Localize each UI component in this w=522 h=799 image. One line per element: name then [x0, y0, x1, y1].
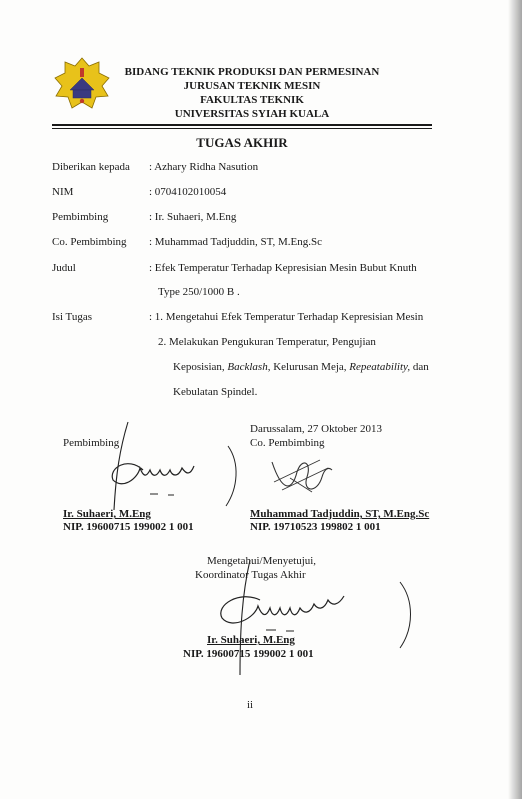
koordinator-role: Koordinator Tugas Akhir	[195, 569, 306, 581]
pembimbing-name: Ir. Suhaeri, M.Eng	[63, 508, 151, 520]
label-copembimbing: Co. Pembimbing	[52, 236, 127, 248]
value-pembimbing: : Ir. Suhaeri, M.Eng	[149, 211, 237, 223]
pembimbing-signature	[68, 418, 248, 518]
mengetahui-text: Mengetahui/Menyetujui,	[207, 555, 317, 567]
header-line-1: BIDANG TEKNIK PRODUKSI DAN PERMESINAN	[124, 66, 380, 78]
isi-item-2: 2. Melakukan Pengukuran Temperatur, Pengujian	[158, 336, 376, 348]
isi-item-2-text-e: dan	[410, 361, 429, 373]
co-pembimbing-role: Co. Pembimbing	[250, 437, 325, 449]
koordinator-nip: NIP. 19600715 199002 1 001	[183, 648, 314, 660]
header-line-4: UNIVERSITAS SYIAH KUALA	[174, 108, 330, 120]
isi-item-2-backlash: Backlash	[227, 361, 268, 373]
page-number: ii	[247, 699, 254, 711]
header-rule-thin	[52, 128, 432, 129]
header-rule-thick	[52, 124, 432, 126]
value-diberikan: : Azhary Ridha Nasution	[149, 161, 259, 173]
document-title: TUGAS AKHIR	[196, 135, 288, 150]
place-date: Darussalam, 27 Oktober 2013	[250, 423, 382, 435]
header-line-3: FAKULTAS TEKNIK	[200, 94, 304, 106]
label-nim: NIM	[52, 186, 74, 198]
koordinator-signature	[200, 560, 430, 680]
university-logo	[52, 54, 112, 114]
isi-item-2-repeatability: Repeatability,	[349, 361, 411, 373]
value-judul-line-2: Type 250/1000 B .	[158, 286, 240, 298]
label-pembimbing: Pembimbing	[52, 211, 109, 223]
koordinator-name: Ir. Suhaeri, M.Eng	[207, 634, 295, 646]
isi-item-2-line-2	[173, 361, 429, 373]
value-judul-line-1: : Efek Temperatur Terhadap Kepresisian Mesin Bubut Knuth	[149, 262, 417, 274]
value-copembimbing: : Muhammad Tadjuddin, ST, M.Eng.Sc	[149, 236, 322, 248]
value-nim: : 0704102010054	[149, 186, 227, 198]
isi-item-1: : 1. Mengetahui Efek Temperatur Terhadap Kepresisian Mesin	[149, 311, 424, 323]
co-pembimbing-signature	[262, 452, 342, 502]
isi-item-2-text-a: Keposisian,	[173, 361, 228, 373]
pembimbing-nip: NIP. 19600715 199002 1 001	[63, 521, 194, 533]
pembimbing-role: Pembimbing	[63, 437, 120, 449]
label-diberikan: Diberikan kepada	[52, 161, 130, 173]
co-pembimbing-nip: NIP. 19710523 199802 1 001	[250, 521, 381, 533]
isi-item-2-text-c: , Kelurusan Meja,	[267, 361, 350, 373]
isi-item-2-line-3: Kebulatan Spindel.	[173, 386, 258, 398]
label-isi-tugas: Isi Tugas	[52, 311, 93, 323]
scan-edge-shadow	[508, 0, 522, 799]
co-pembimbing-name: Muhammad Tadjuddin, ST, M.Eng.Sc	[250, 508, 430, 520]
header-line-2: JURUSAN TEKNIK MESIN	[183, 80, 321, 92]
label-judul: Judul	[52, 262, 76, 274]
